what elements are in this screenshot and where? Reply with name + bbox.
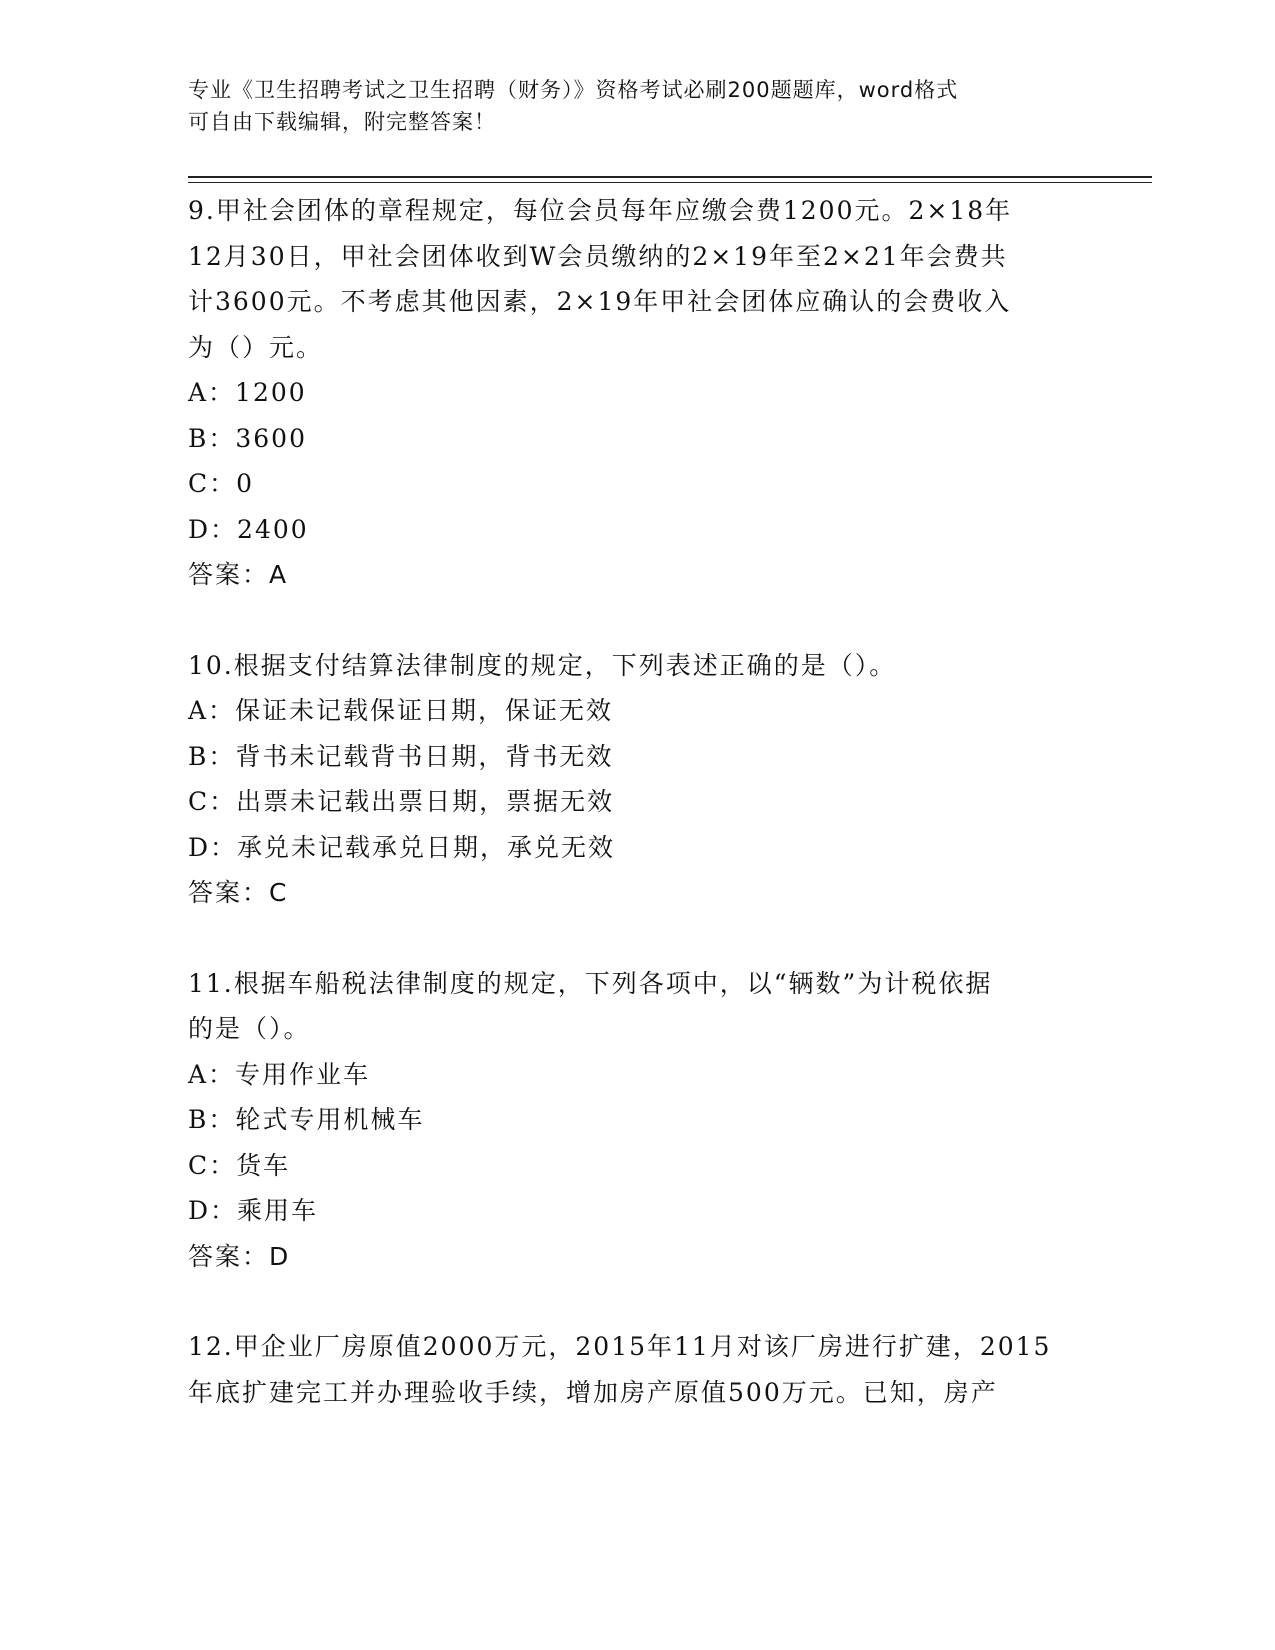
option-c: C：0 <box>188 469 255 498</box>
stem-line: 为（）元。 <box>188 332 324 362</box>
question-stem <box>188 961 1088 1052</box>
question-12 <box>188 1324 1088 1415</box>
option-a: A：保证未记载保证日期，保证无效 <box>188 696 614 725</box>
stem-line: 9.甲社会团体的章程规定，每位会员每年应缴会费1200元。2×18年 <box>188 196 1013 225</box>
question-stem <box>188 643 1088 689</box>
option-d: D：乘用车 <box>188 1196 319 1225</box>
stem-line: 的是（）。 <box>188 1014 311 1043</box>
question-list <box>188 188 1088 1460</box>
option-c: C：货车 <box>188 1150 291 1180</box>
stem-line: 计3600元。不考虑其他因素，2×19年甲社会团体应确认的会费收入 <box>188 287 1012 316</box>
header-rule-thin <box>188 182 1152 183</box>
option-b: B：轮式专用机械车 <box>188 1105 425 1134</box>
option-d: D：承兑未记载承兑日期，承兑无效 <box>188 832 616 862</box>
option-a: A：专用作业车 <box>188 1059 371 1089</box>
header-rule-thick <box>188 176 1152 178</box>
document-header <box>188 74 1088 138</box>
stem-line: 年底扩建完工并办理验收手续，增加房产原值500万元。已知，房产 <box>188 1377 998 1407</box>
option-d: D：2400 <box>188 514 309 544</box>
option-a: A：1200 <box>188 378 307 407</box>
question-stem <box>188 1324 1088 1415</box>
stem-line: 11.根据车船税法律制度的规定，下列各项中，以“辆数”为计税依据 <box>188 968 993 998</box>
stem-line: 12月30日，甲社会团体收到W会员缴纳的2×19年至2×21年会费共 <box>188 241 1008 271</box>
answer-line: 答案：A <box>188 560 289 589</box>
stem-line: 12.甲企业厂房原值2000万元，2015年11月对该厂房进行扩建，2015 <box>188 1332 1052 1361</box>
answer-line: 答案：D <box>188 1241 291 1271</box>
header-line-1: 专业《卫生招聘考试之卫生招聘（财务）》资格考试必刷200题题库，word格式 <box>188 78 959 102</box>
option-c: C：出票未记载出票日期，票据无效 <box>188 787 615 816</box>
question-stem <box>188 188 1088 370</box>
question-9 <box>188 188 1088 598</box>
header-line-2: 可自由下载编辑，附完整答案！ <box>188 110 496 134</box>
stem-line: 10.根据支付结算法律制度的规定，下列表述正确的是（）。 <box>188 650 897 680</box>
question-11 <box>188 961 1088 1280</box>
option-b: B：3600 <box>188 423 307 453</box>
option-b: B：背书未记载背书日期，背书无效 <box>188 741 614 771</box>
question-10 <box>188 643 1088 916</box>
answer-line: 答案：C <box>188 878 289 907</box>
